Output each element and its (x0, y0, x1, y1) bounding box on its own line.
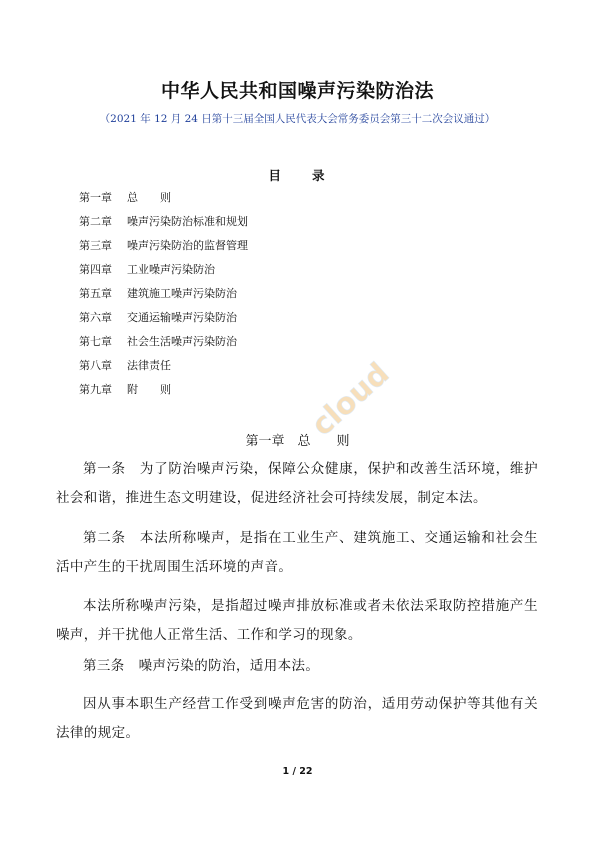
toc-item[interactable] (79, 263, 248, 287)
toc-chapter-title: 社会生活噪声污染防治 (127, 335, 237, 348)
toc-chapter-title: 附 则 (127, 383, 171, 396)
article-paragraph: 第一条 为了防治噪声污染，保障公众健康，保护和改善生活环境，维护社会和谐，推进生态文明建设，促进经济社会可持续发展，制定本法。 (56, 461, 538, 506)
toc-chapter-title: 总 则 (127, 191, 171, 204)
article-paragraph: 第三条 噪声污染的防治，适用本法。 (83, 658, 320, 674)
toc-chapter-number: 第五章 (79, 287, 112, 300)
article-paragraph: 第二条 本法所称噪声，是指在工业生产、建筑施工、交通运输和社会生活中产生的干扰周围生活环境的声音。 (56, 530, 538, 575)
toc-item[interactable] (79, 335, 248, 359)
toc-item[interactable] (79, 359, 248, 383)
toc-chapter-title: 噪声污染防治标准和规划 (127, 215, 248, 228)
toc-item[interactable] (79, 383, 248, 407)
page-indicator: 1 / 22 (282, 766, 313, 777)
toc-heading: 目 录 (268, 168, 327, 183)
toc-chapter-title: 交通运输噪声污染防治 (127, 311, 237, 324)
toc-chapter-number: 第七章 (79, 335, 112, 348)
article-paragraph: 本法所称噪声污染，是指超过噪声排放标准或者未依法采取防控措施产生噪声，并干扰他人正常生活、工作和学习的现象。 (56, 598, 538, 643)
toc-item[interactable] (79, 239, 248, 263)
toc-item[interactable] (79, 287, 248, 311)
document-title: 中华人民共和国噪声污染防治法 (160, 80, 434, 102)
toc-chapter-number: 第六章 (79, 311, 112, 324)
toc-chapter-title: 工业噪声污染防治 (127, 263, 215, 276)
toc-chapter-title: 噪声污染防治的监督管理 (127, 239, 248, 252)
chapter-heading: 第一章 总 则 (245, 434, 350, 449)
toc-chapter-number: 第二章 (79, 215, 112, 228)
toc-item[interactable] (79, 215, 248, 239)
article-paragraph: 因从事本职生产经营工作受到噪声危害的防治，适用劳动保护等其他有关法律的规定。 (56, 696, 538, 741)
toc-chapter-title: 建筑施工噪声污染防治 (127, 287, 237, 300)
toc-chapter-number: 第一章 (79, 191, 112, 204)
toc-chapter-number: 第三章 (79, 239, 112, 252)
table-of-contents (79, 191, 248, 407)
toc-chapter-number: 第九章 (79, 383, 112, 396)
toc-item[interactable] (79, 311, 248, 335)
document-subtitle: （2021 年 12 月 24 日第十三届全国人民代表大会常务委员会第三十二次会议通过） (99, 113, 496, 125)
watermark-text: cloud (304, 356, 397, 444)
toc-chapter-number: 第八章 (79, 359, 112, 372)
toc-item[interactable] (79, 191, 248, 215)
toc-chapter-number: 第四章 (79, 263, 112, 276)
toc-chapter-title: 法律责任 (127, 359, 171, 372)
